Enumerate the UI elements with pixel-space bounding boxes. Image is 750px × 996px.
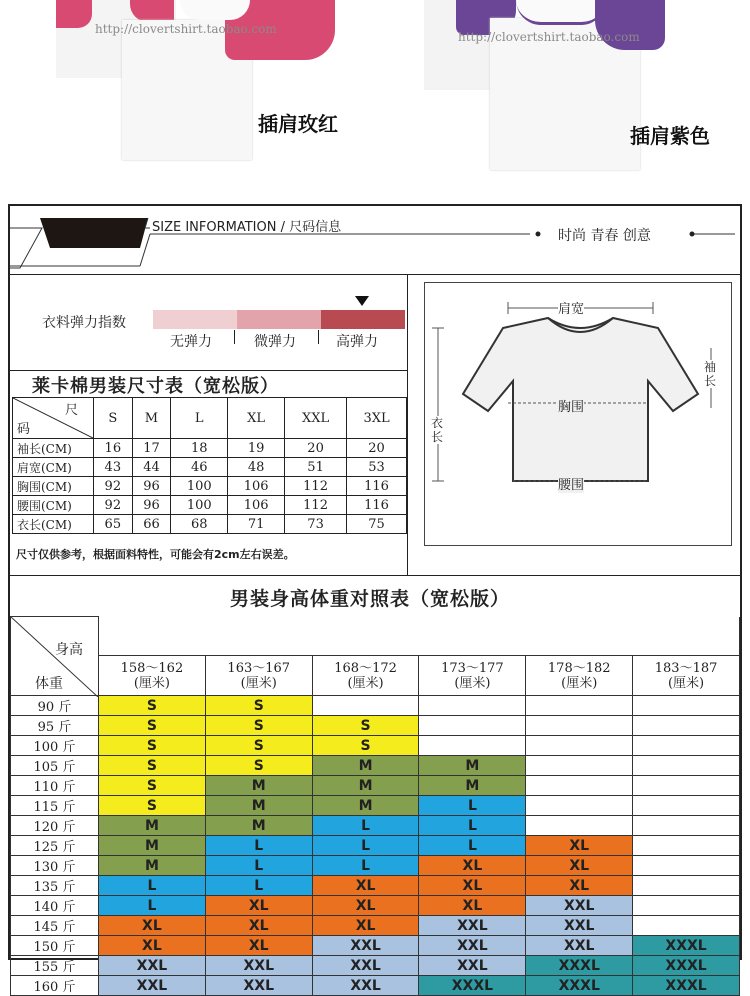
elasticity-bar-low [237, 310, 321, 329]
recommended-size: XXXL [665, 937, 707, 954]
recommended-size-cell [312, 816, 419, 836]
recommended-size: XXL [136, 977, 168, 994]
size-header: XL [228, 398, 285, 439]
size-header: S [94, 398, 133, 439]
size-value-cell: 100 [171, 477, 228, 496]
height-range: 173～177 [441, 660, 504, 676]
recommended-size-cell [633, 916, 740, 936]
recommended-size-cell [419, 916, 526, 936]
recommended-size-cell [633, 836, 740, 856]
tshirt-diagram-icon [408, 276, 740, 574]
recommended-size: XL [569, 877, 590, 894]
recommended-size-cell [633, 736, 740, 756]
size-information-heading: SIZE INFORMATION / 尺码信息 [152, 220, 342, 235]
recommended-size-cell [99, 716, 206, 736]
recommended-size: XL [569, 857, 590, 874]
recommended-size-cell [633, 976, 740, 996]
recommended-size-cell [419, 956, 526, 976]
elasticity-panel [12, 276, 406, 368]
size-value-cell: 112 [285, 477, 347, 496]
recommended-size: XL [569, 837, 590, 854]
recommended-size-cell [205, 776, 312, 796]
recommended-size-cell [419, 736, 526, 756]
size-value-cell: 106 [228, 496, 285, 515]
recommended-size: M [251, 777, 266, 794]
recommended-size: M [465, 777, 480, 794]
weight-label: 140 斤 [11, 896, 99, 916]
recommended-size-cell [312, 936, 419, 956]
elasticity-label: 衣料弹力指数 [42, 315, 126, 331]
recommended-size: XXL [563, 917, 595, 934]
recommended-size-cell [633, 756, 740, 776]
recommended-size: XXL [457, 937, 488, 954]
recommended-size: M [144, 837, 159, 854]
size-header: M [132, 398, 171, 439]
recommended-size: L [147, 897, 157, 914]
weight-label: 95 斤 [11, 716, 99, 736]
recommended-size: L [254, 857, 264, 874]
recommended-size: XL [355, 917, 376, 934]
shoulder-label: 肩宽 [558, 298, 584, 317]
recommended-size: XXL [243, 977, 274, 994]
recommended-size-cell [99, 696, 206, 716]
recommended-size-cell [526, 856, 633, 876]
recommended-size: S [146, 797, 157, 814]
recommended-size: M [358, 777, 373, 794]
size-value-cell: 71 [228, 515, 285, 534]
recommended-size-cell [526, 736, 633, 756]
recommended-size-cell [526, 896, 633, 916]
recommended-size: S [253, 737, 264, 754]
recommended-size: XL [248, 897, 269, 914]
recommended-size: XL [355, 877, 376, 894]
recommended-size-cell [312, 836, 419, 856]
size-row-label: 袖长(CM) [13, 439, 94, 458]
recommended-size: L [467, 837, 477, 854]
recommended-size-cell [312, 876, 419, 896]
recommended-size: L [147, 877, 157, 894]
size-value-cell: 53 [347, 458, 407, 477]
slogan: 时尚 青春 创意 [558, 228, 651, 244]
recommended-size-cell [526, 876, 633, 896]
recommended-size-cell [312, 856, 419, 876]
height-unit: (厘米) [561, 675, 598, 691]
size-value-cell: 19 [228, 439, 285, 458]
recommended-size-cell [205, 976, 312, 996]
size-row-label: 腰围(CM) [13, 496, 94, 515]
recommended-size-cell [99, 756, 206, 776]
recommended-size-cell [205, 716, 312, 736]
height-range-header [312, 656, 419, 696]
recommended-size: XL [462, 857, 483, 874]
elasticity-bar-high [321, 310, 405, 329]
recommended-size-cell [419, 836, 526, 856]
size-value-cell: 92 [94, 496, 133, 515]
size-value-cell: 73 [285, 515, 347, 534]
recommended-size-cell [312, 796, 419, 816]
height-unit: (厘米) [133, 675, 170, 691]
recommended-size: L [467, 817, 477, 834]
recommended-size: L [254, 877, 264, 894]
recommended-size-cell [419, 896, 526, 916]
size-value-cell: 112 [285, 496, 347, 515]
size-row-label: 肩宽(CM) [13, 458, 94, 477]
recommended-size: S [253, 757, 264, 774]
elasticity-level-low: 微弹力 [254, 334, 296, 350]
weight-label: 150 斤 [11, 936, 99, 956]
recommended-size: XXL [563, 937, 595, 954]
weight-label: 135 斤 [11, 876, 99, 896]
recommended-size-cell [526, 976, 633, 996]
recommended-size-cell [99, 736, 206, 756]
size-value-cell: 51 [285, 458, 347, 477]
corner-code-label: 码 [17, 422, 31, 437]
recommended-size-cell [419, 776, 526, 796]
height-range: 168～172 [334, 660, 397, 676]
recommended-size: S [146, 737, 157, 754]
size-header: 3XL [347, 398, 407, 439]
recommended-size: XL [462, 897, 483, 914]
recommended-size-cell [99, 816, 206, 836]
size-corner-cell [13, 398, 94, 439]
length-label: 衣长 [431, 416, 444, 444]
body-chart-title: 男装身高体重对照表（宽松版） [230, 588, 511, 610]
size-value-cell: 18 [171, 439, 228, 458]
recommended-size: XL [248, 917, 269, 934]
header-band [10, 206, 740, 272]
weight-label: 130 斤 [11, 856, 99, 876]
weight-label: 120 斤 [11, 816, 99, 836]
recommended-size: XXL [457, 957, 488, 974]
recommended-size: XL [142, 937, 162, 954]
height-range: 178～182 [547, 660, 611, 676]
recommended-size-cell [633, 776, 740, 796]
recommended-size-cell [312, 956, 419, 976]
body-corner-cell [11, 617, 99, 696]
recommended-size-cell [99, 876, 206, 896]
recommended-size-cell [99, 936, 206, 956]
height-unit: (厘米) [240, 675, 277, 691]
elasticity-marker-icon [355, 296, 369, 306]
recommended-size: XXXL [665, 957, 707, 974]
recommended-size: XXL [243, 957, 274, 974]
size-value-cell: 20 [285, 439, 347, 458]
product-strip [0, 0, 750, 190]
recommended-size: S [360, 737, 371, 754]
size-value-cell: 17 [132, 439, 171, 458]
weight-label: 110 斤 [11, 776, 99, 796]
recommended-size: S [146, 757, 157, 774]
recommended-size-cell [633, 956, 740, 976]
recommended-size-cell [633, 876, 740, 896]
height-range: 183～187 [654, 660, 718, 676]
recommended-size: S [253, 697, 264, 714]
recommended-size-cell [312, 976, 419, 996]
height-range-header [99, 656, 206, 696]
recommended-size-cell [633, 896, 740, 916]
recommended-size: XXL [457, 917, 488, 934]
recommended-size-cell [419, 716, 526, 736]
size-value-cell: 44 [132, 458, 171, 477]
size-value-cell: 92 [94, 477, 133, 496]
weight-label: 145 斤 [11, 916, 99, 936]
recommended-size-cell [419, 856, 526, 876]
divider [10, 575, 740, 576]
recommended-size-cell [633, 696, 740, 716]
weight-label: 125 斤 [11, 836, 99, 856]
height-unit: (厘米) [667, 675, 705, 691]
recommended-size-cell [312, 896, 419, 916]
size-value-cell: 96 [132, 496, 171, 515]
recommended-size-cell [526, 816, 633, 836]
recommended-size: M [358, 797, 373, 814]
recommended-size-cell [419, 876, 526, 896]
size-header: XXL [285, 398, 347, 439]
recommended-size-cell [419, 756, 526, 776]
recommended-size: L [361, 837, 371, 854]
color-label-rose: 插肩玫红 [258, 112, 338, 136]
recommended-size: XXXL [558, 977, 600, 994]
size-value-cell: 20 [347, 439, 407, 458]
recommended-size: XL [248, 937, 269, 954]
size-header: L [171, 398, 228, 439]
recommended-size: XL [142, 917, 162, 934]
recommended-size-cell [99, 856, 206, 876]
recommended-size-cell [419, 696, 526, 716]
recommended-size: XL [355, 897, 376, 914]
recommended-size: L [361, 857, 371, 874]
recommended-size-cell [99, 796, 206, 816]
recommended-size-cell [633, 716, 740, 736]
recommended-size-cell [205, 816, 312, 836]
recommended-size-cell [419, 936, 526, 956]
recommended-size-cell [99, 916, 206, 936]
recommended-size-cell [633, 816, 740, 836]
height-range-header [526, 656, 633, 696]
recommended-size-cell [526, 836, 633, 856]
recommended-size: S [253, 717, 264, 734]
recommended-size-cell [99, 976, 206, 996]
recommended-size-cell [312, 736, 419, 756]
recommended-size-cell [99, 836, 206, 856]
elasticity-bar-none [153, 310, 237, 329]
height-unit: (厘米) [347, 675, 384, 691]
weight-label: 90 斤 [11, 696, 99, 716]
recommended-size-cell [526, 716, 633, 736]
size-value-cell: 66 [132, 515, 171, 534]
size-value-cell: 68 [171, 515, 228, 534]
watermark: http://clovertshirt.taobao.com [458, 30, 640, 44]
recommended-size-cell [312, 776, 419, 796]
recommended-size: M [144, 817, 159, 834]
recommended-size-cell [526, 756, 633, 776]
recommended-size-cell [99, 776, 206, 796]
size-value-cell: 116 [347, 477, 407, 496]
corner-size-label: 尺 [65, 403, 79, 418]
height-range-header [419, 656, 526, 696]
height-range: 158～162 [120, 660, 184, 676]
recommended-size-cell [312, 716, 419, 736]
recommended-size: L [361, 817, 371, 834]
recommended-size: S [360, 717, 371, 734]
corner-height-label: 身高 [55, 642, 83, 658]
recommended-size-cell [419, 796, 526, 816]
size-value-cell: 100 [171, 496, 228, 515]
divider [10, 274, 740, 275]
recommended-size: L [254, 837, 264, 854]
recommended-size-cell [205, 876, 312, 896]
recommended-size-cell [526, 936, 633, 956]
weight-label: 105 斤 [11, 756, 99, 776]
recommended-size-cell [205, 956, 312, 976]
size-chart-note: 尺寸仅供参考，根据面料特性，可能会有2cm左右误差。 [16, 548, 295, 561]
recommended-size: XXL [350, 977, 381, 994]
body-chart-title-cell [99, 617, 740, 656]
size-value-cell: 106 [228, 477, 285, 496]
weight-label: 155 斤 [11, 956, 99, 976]
recommended-size-cell [205, 796, 312, 816]
recommended-size-cell [419, 816, 526, 836]
recommended-size-cell [205, 756, 312, 776]
height-range-header [205, 656, 312, 696]
size-value-cell: 16 [94, 439, 133, 458]
recommended-size: M [144, 857, 159, 874]
recommended-size: XXXL [558, 957, 600, 974]
recommended-size-cell [205, 696, 312, 716]
recommended-size: XXL [350, 957, 381, 974]
weight-label: 100 斤 [11, 736, 99, 756]
size-value-cell: 75 [347, 515, 407, 534]
recommended-size-cell [526, 796, 633, 816]
recommended-size-cell [99, 956, 206, 976]
recommended-size: XXL [136, 957, 168, 974]
size-value-cell: 96 [132, 477, 171, 496]
recommended-size-cell [526, 776, 633, 796]
recommended-size-cell [633, 936, 740, 956]
recommended-size-cell [205, 836, 312, 856]
recommended-size-cell [633, 796, 740, 816]
recommended-size: M [465, 757, 480, 774]
recommended-size: XXL [350, 937, 381, 954]
height-range-header [633, 656, 740, 696]
recommended-size: XXL [563, 897, 595, 914]
chest-label: 胸围 [558, 396, 584, 415]
recommended-size-cell [312, 756, 419, 776]
recommended-size-cell [312, 696, 419, 716]
corner-weight-label: 体重 [35, 676, 63, 692]
recommended-size: S [146, 717, 157, 734]
weight-label: 160 斤 [11, 976, 99, 996]
height-range: 163～167 [227, 660, 291, 676]
size-chart-title: 莱卡棉男装尺寸表（宽松版） [32, 376, 279, 397]
recommended-size: M [358, 757, 373, 774]
size-table [12, 397, 407, 534]
recommended-size: M [251, 797, 266, 814]
height-unit: (厘米) [454, 675, 491, 691]
size-value-cell: 116 [347, 496, 407, 515]
recommended-size-cell [205, 736, 312, 756]
measurement-diagram [408, 276, 740, 574]
recommended-size-cell [419, 976, 526, 996]
weight-label: 115 斤 [11, 796, 99, 816]
recommended-size-cell [526, 916, 633, 936]
recommended-size: XXXL [451, 977, 494, 994]
size-row-label: 胸围(CM) [13, 477, 94, 496]
size-value-cell: 43 [94, 458, 133, 477]
recommended-size-cell [99, 896, 206, 916]
recommended-size-cell [205, 916, 312, 936]
size-value-cell: 65 [94, 515, 133, 534]
recommended-size-cell [205, 936, 312, 956]
recommended-size-cell [633, 856, 740, 876]
size-value-cell: 48 [228, 458, 285, 477]
size-row-label: 衣长(CM) [13, 515, 94, 534]
recommended-size-cell [526, 696, 633, 716]
recommended-size-cell [526, 956, 633, 976]
sleeve-label: 袖长 [704, 360, 717, 388]
color-label-purple: 插肩紫色 [630, 124, 710, 148]
recommended-size: XXXL [665, 977, 707, 994]
recommended-size: L [467, 797, 477, 814]
size-value-cell: 46 [171, 458, 228, 477]
height-weight-table [10, 616, 740, 996]
recommended-size: S [146, 777, 157, 794]
watermark: http://clovertshirt.taobao.com [95, 22, 277, 36]
recommended-size: XL [462, 877, 483, 894]
elasticity-level-none: 无弹力 [170, 334, 212, 350]
recommended-size: M [251, 817, 266, 834]
elasticity-level-high: 高弹力 [336, 334, 378, 350]
recommended-size-cell [312, 916, 419, 936]
recommended-size: S [146, 697, 157, 714]
recommended-size-cell [205, 896, 312, 916]
waist-label: 腰围 [558, 474, 584, 493]
recommended-size-cell [205, 856, 312, 876]
